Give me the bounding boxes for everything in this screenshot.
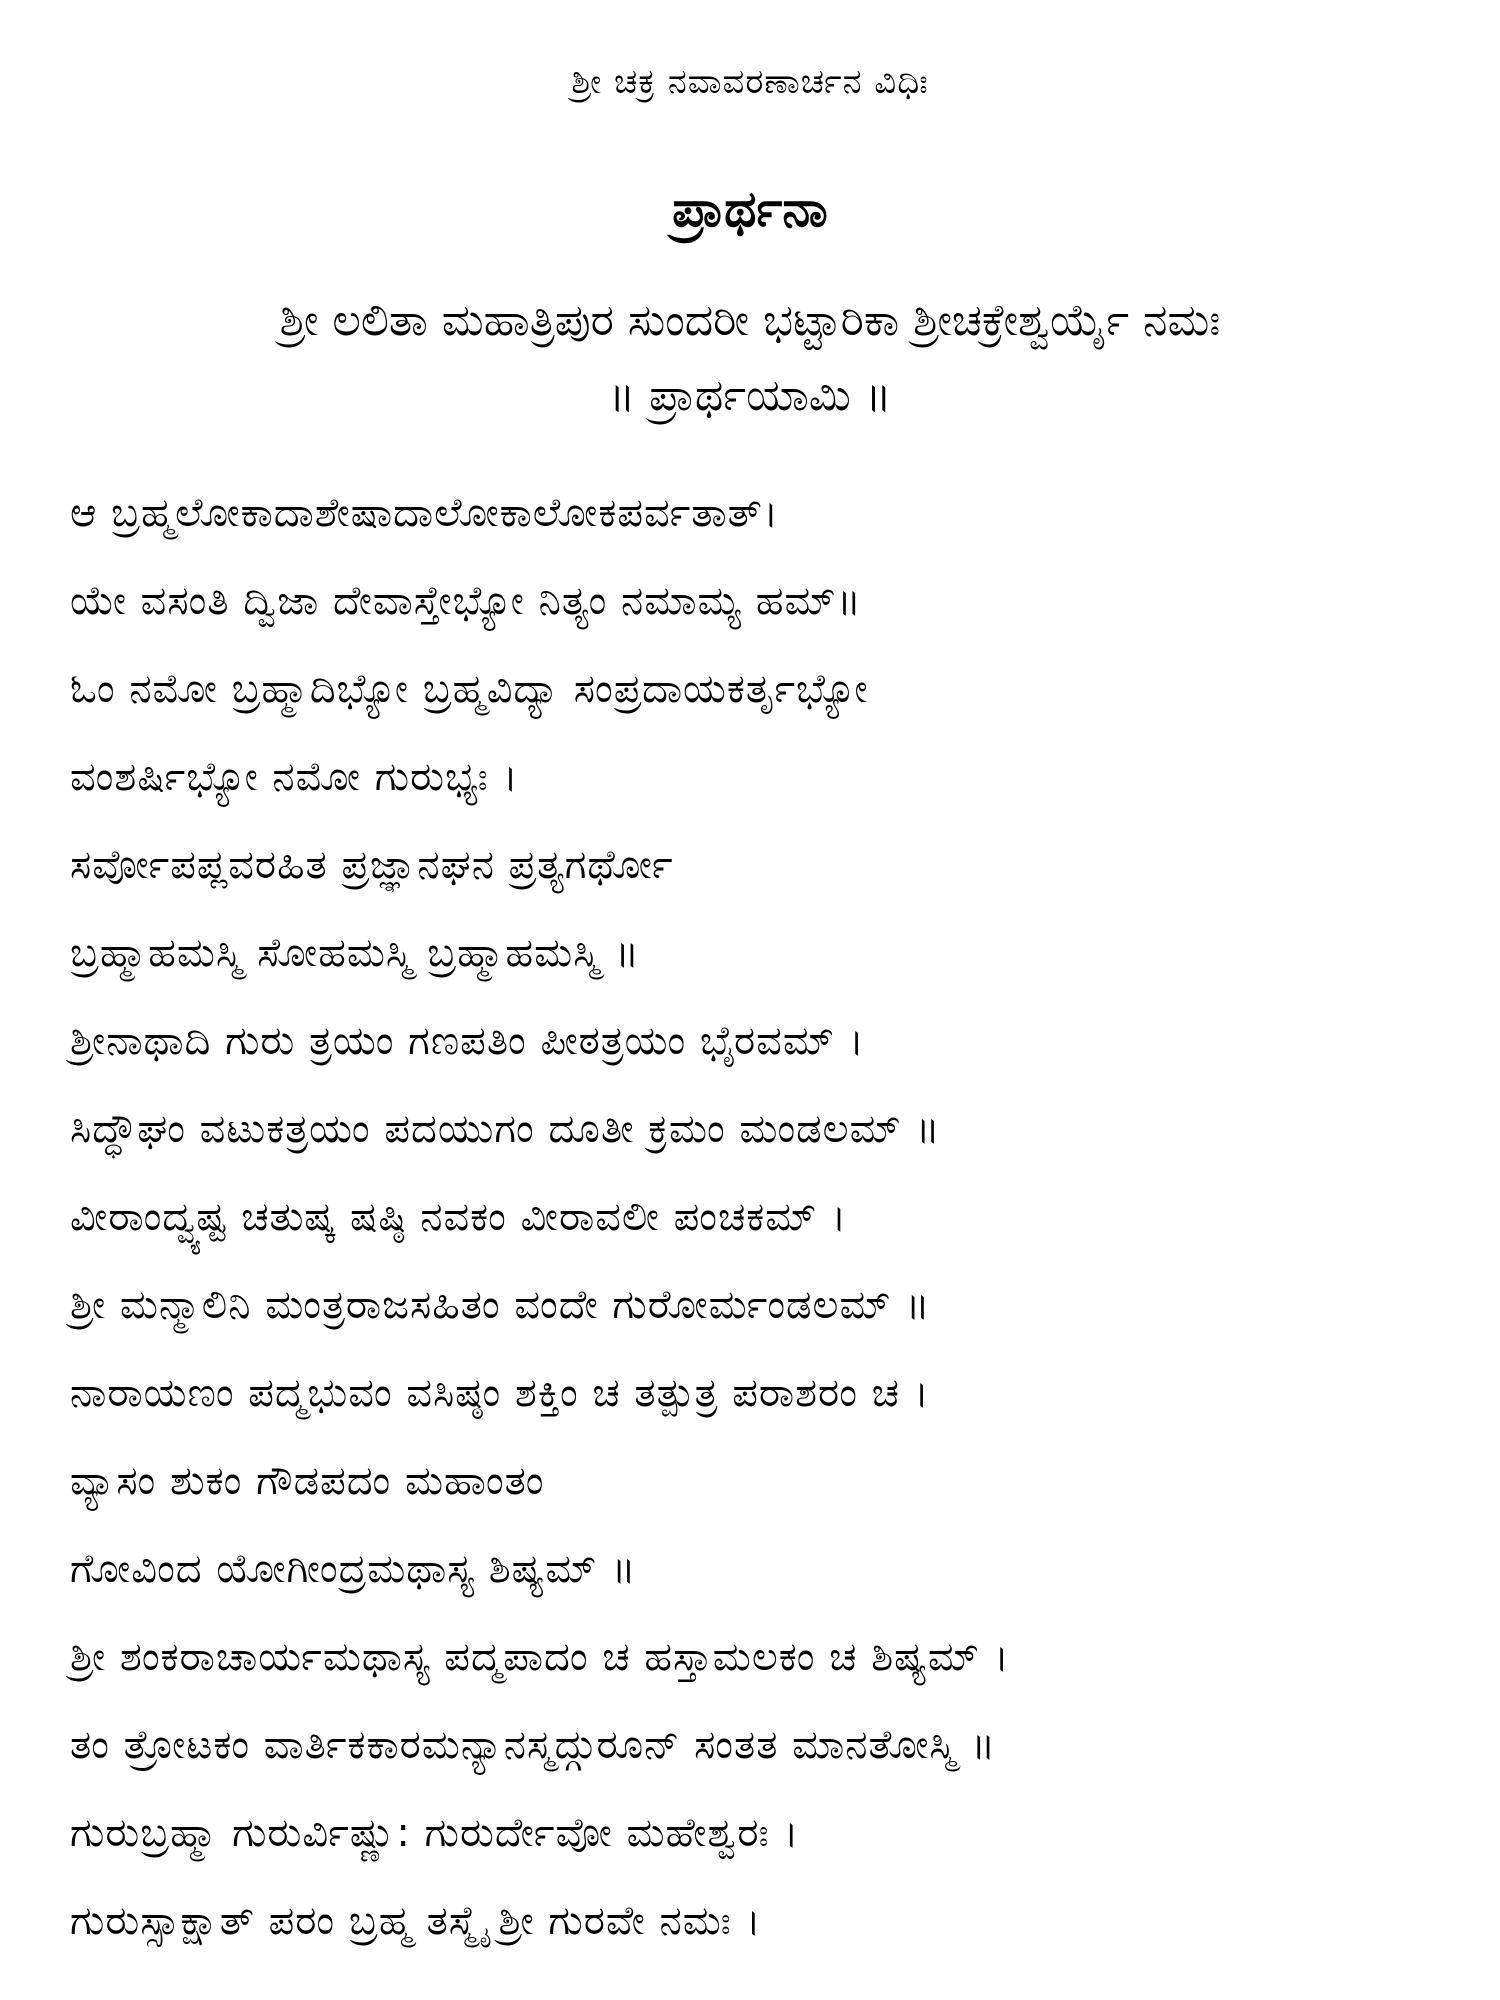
verse-line: ಶ್ರೀ ಮನ್ಮಾಲಿನಿ ಮಂತ್ರರಾಜಸಹಿತಂ ವಂದೇ ಗುರೋರ್ಮಂಡಲಮ್ ॥ (70, 1282, 931, 1328)
verse-line: ಓಂ ನಮೋ ಬ್ರಹ್ಮಾದಿಭ್ಯೋ ಬ್ರಹ್ಮವಿದ್ಯಾ ಸಂಪ್ರದಾಯಕರ್ತೃಭ್ಯೋ (70, 666, 869, 712)
verse-line: ವೀರಾಂದ್ವ್ಯಷ್ಟ ಚತುಷ್ಕ ಷಷ್ಠಿ ನವಕಂ ವೀರಾವಲೀ ಪಂಚಕಮ್ । (70, 1194, 848, 1240)
verse-line: ಸರ್ವೋಪಪ್ಲವರಹಿತ ಪ್ರಜ್ಞಾನಘನ ಪ್ರತ್ಯಗರ್ಥೋ (70, 842, 674, 888)
verse-line: ಬ್ರಹ್ಮಾಹಮಸ್ಮಿ ಸೋಹಮಸ್ಮಿ ಬ್ರಹ್ಮಾಹಮಸ್ಮಿ ॥ (70, 930, 640, 976)
verse-line: ಯೇ ವಸಂತಿ ದ್ವಿಜಾ ದೇವಾಸ್ತೇಭ್ಯೋ ನಿತ್ಯಂ ನಮಾಮ್ಯ ಹಮ್॥ (70, 578, 862, 624)
verse-line: ಗುರುಸ್ಸಾಕ್ಷಾತ್ ಪರಂ ಬ್ರಹ್ಮ ತಸ್ಮೈ ಶ್ರೀ ಗುರವೇ ನಮಃ । (70, 1898, 762, 1944)
verse-line: ಆ ಬ್ರಹ್ಮಲೋಕಾದಾಶೇಷಾದಾಲೋಕಾಲೋಕಪರ್ವತಾತ್। (70, 490, 780, 536)
verse-line: ಗುರುಬ್ರಹ್ಮಾ ಗುರುರ್ವಿಷ್ಣು: ಗುರುರ್ದೇವೋ ಮಹೇಶ್ವರಃ । (70, 1810, 800, 1856)
verse-line: ಶ್ರೀ ಶಂಕರಾಚಾರ್ಯಮಥಾಸ್ಯ ಪದ್ಮಪಾದಂ ಚ ಹಸ್ತಾಮಲಕಂ ಚ ಶಿಷ್ಯಮ್ । (70, 1634, 1010, 1680)
invocation-line: ಶ್ರೀ ಲಲಿತಾ ಮಹಾತ್ರಿಪುರ ಸುಂದರೀ ಭಟ್ಟಾರಿಕಾ ಶ್ರೀಚಕ್ರೇಶ್ವರ್ಯೈ ನಮಃ (279, 295, 1221, 346)
verse-list (70, 478, 1450, 1974)
verse-line: ವಂಶರ್ಷಿಭ್ಯೋ ನಮೋ ಗುರುಭ್ಯಃ । (70, 754, 519, 800)
verse-line: ಗೋವಿಂದ ಯೋಗೀಂದ್ರಮಥಾಸ್ಯ ಶಿಷ್ಯಮ್ ॥ (70, 1546, 637, 1592)
running-header: ಶ್ರೀ ಚಕ್ರ ನವಾವರಣಾರ್ಚನ ವಿಧಿಃ (571, 62, 929, 102)
verse-line: ನಾರಾಯಣಂ ಪದ್ಮಭುವಂ ವಸಿಷ್ಠಂ ಶಕ್ತಿಂ ಚ ತತ್ಪುತ್ರ ಪರಾಶರಂ ಚ । (70, 1370, 930, 1416)
verse-line: ಶ್ರೀನಾಥಾದಿ ಗುರು ತ್ರಯಂ ಗಣಪತಿಂ ಪೀಠತ್ರಯಂ ಭೈರವಮ್ । (70, 1018, 865, 1064)
section-title: ಪ್ರಾರ್ಥನಾ (672, 180, 828, 238)
verse-line: ತಂ ತ್ರೋಟಕಂ ವಾರ್ತಿಕಕಾರಮನ್ಯಾನಸ್ಮದ್ಗುರೂನ್ ಸಂತತ ಮಾನತೋಸ್ಮಿ ॥ (70, 1722, 997, 1768)
verse-line: ವ್ಯಾಸಂ ಶುಕಂ ಗೌಡಪದಂ ಮಹಾಂತಂ (70, 1458, 545, 1504)
verse-line: ಸಿದ್ಧೌಘಂ ವಟುಕತ್ರಯಂ ಪದಯುಗಂ ದೂತೀ ಕ್ರಮಂ ಮಂಡಲಮ್ ॥ (70, 1106, 941, 1152)
invocation-subline: ॥ ಪ್ರಾರ್ಥಯಾಮಿ ॥ (608, 370, 892, 421)
